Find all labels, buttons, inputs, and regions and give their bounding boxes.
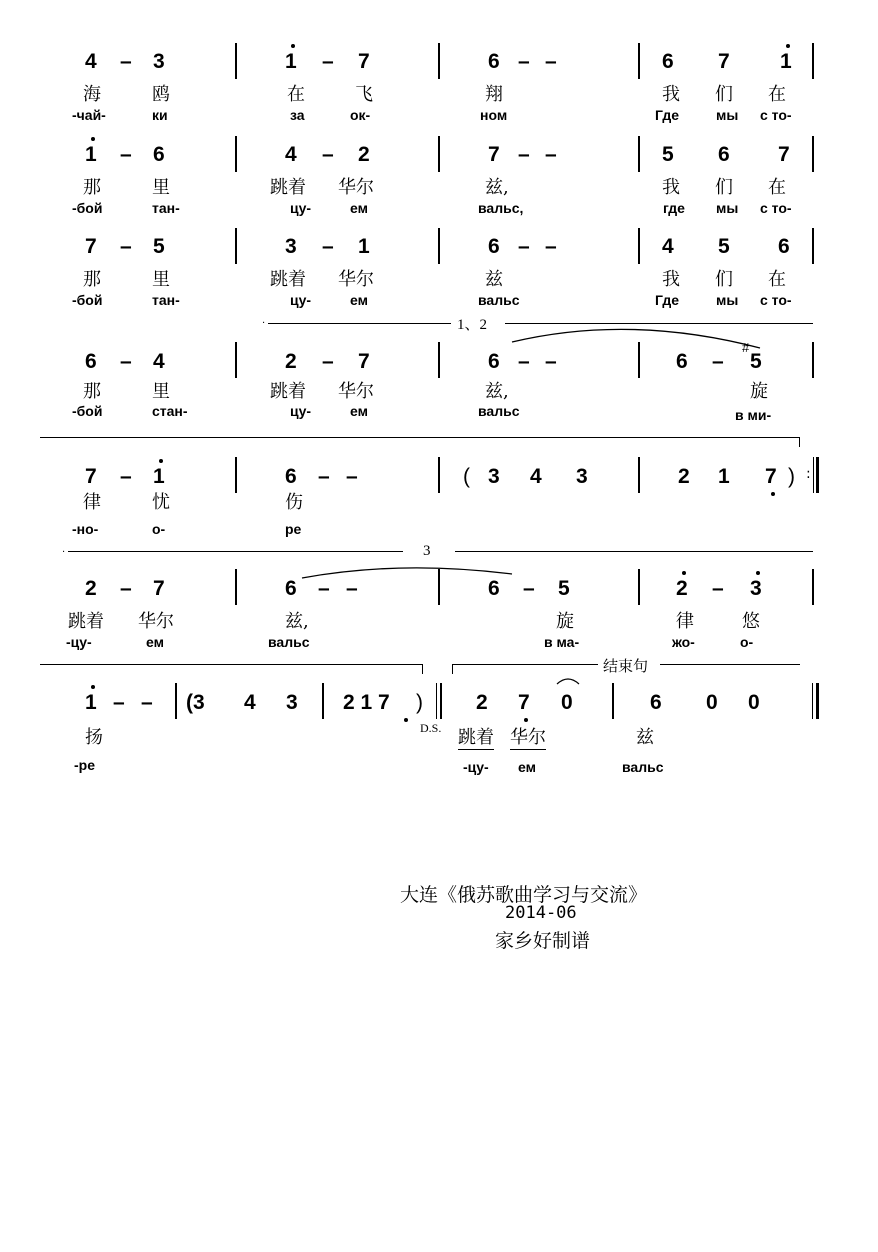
bar-line [812, 136, 814, 172]
note-dash: – [346, 577, 358, 600]
volta-label: 1、2 [457, 317, 488, 333]
lyric: 那 [83, 381, 101, 402]
bar-line [235, 457, 237, 493]
lyric: 旋 [750, 381, 768, 402]
bar-line [438, 569, 440, 605]
note: 1 [718, 465, 730, 488]
note: 7 [488, 143, 500, 166]
russian-lyric: ем [350, 200, 368, 216]
slur-arc [555, 674, 581, 686]
note-group: 2 1 7 [343, 691, 390, 714]
bar-line [812, 342, 814, 378]
bar-line [235, 136, 237, 172]
russian-lyric: жо- [672, 634, 695, 650]
russian-lyric: -но- [72, 521, 99, 537]
note-dash: – [120, 235, 132, 258]
lyric: 华尔 [338, 177, 374, 198]
bar-line [235, 342, 237, 378]
bar-line [638, 43, 640, 79]
note: 2 [358, 143, 370, 166]
lyric: 里 [152, 269, 170, 290]
russian-lyric: в ми- [735, 407, 772, 423]
high-octave-dot [291, 44, 295, 48]
lyric: 飞 [355, 84, 373, 105]
note-dash: – [712, 577, 724, 600]
lyric: 们 [715, 269, 733, 290]
note: 0 [561, 691, 573, 714]
volta-line [68, 551, 403, 552]
note: 7 [85, 465, 97, 488]
russian-lyric: цу- [290, 403, 312, 419]
note-dash: – [518, 143, 530, 166]
russian-lyric: вальс [478, 403, 520, 419]
note: 7 [85, 235, 97, 258]
note: 7 [358, 50, 370, 73]
russian-lyric: ок- [350, 107, 371, 123]
russian-lyric: -бой [72, 403, 103, 419]
bar-line [235, 228, 237, 264]
lyric: 华尔 [338, 381, 374, 402]
note: 5 [718, 235, 730, 258]
russian-lyric: ки [152, 107, 168, 123]
russian-lyric: мы [716, 292, 739, 308]
note: 0 [748, 691, 760, 714]
coda-line [660, 664, 800, 665]
bar-line [322, 683, 324, 719]
volta-mark: · [262, 318, 266, 329]
lyric: 跳着 [68, 611, 104, 632]
repeat-bar-thick [816, 457, 819, 493]
lyric: 那 [83, 177, 101, 198]
russian-lyric: цу- [290, 292, 312, 308]
bar-line [638, 136, 640, 172]
note: 7 [518, 691, 530, 714]
note: 7 [153, 577, 165, 600]
lyric: 里 [152, 177, 170, 198]
note: 5 [750, 350, 762, 373]
note-dash: – [141, 691, 153, 714]
note-dash: – [318, 465, 330, 488]
bar-line [612, 683, 614, 719]
note: 3 [153, 50, 165, 73]
russian-lyric: -цу- [66, 634, 92, 650]
lyric: 跳着 [270, 381, 306, 402]
credit-source: 大连《俄苏歌曲学习与交流》 [400, 884, 648, 906]
russian-lyric: с то- [760, 200, 792, 216]
note: 4 [244, 691, 256, 714]
high-octave-dot [91, 685, 95, 689]
coda-label: 结束句 [603, 657, 649, 675]
note-dash: – [120, 577, 132, 600]
bar-line [438, 43, 440, 79]
note: 1 [85, 143, 97, 166]
note: 2 [476, 691, 488, 714]
lyric: 兹, [285, 611, 309, 632]
note: 7 [778, 143, 790, 166]
russian-lyric: -цу- [463, 759, 489, 775]
note: 6 [488, 235, 500, 258]
note: 2 [85, 577, 97, 600]
note: 3 [285, 235, 297, 258]
volta-end-hook [799, 437, 800, 447]
volta-end-hook [422, 664, 423, 674]
note: 4 [153, 350, 165, 373]
lyric: 华尔 [138, 611, 174, 632]
double-bar-thin [436, 683, 437, 719]
bar-line [638, 457, 640, 493]
lyric: 鸥 [152, 84, 170, 105]
note-dash: – [322, 235, 334, 258]
russian-lyric: ном [480, 107, 508, 123]
note-dash: – [322, 143, 334, 166]
lyric: 跳着 [270, 177, 306, 198]
repeat-bar-thin [813, 457, 814, 493]
note: 4 [662, 235, 674, 258]
bar-line [438, 457, 440, 493]
note-dash: – [518, 235, 530, 258]
low-octave-dot [771, 492, 775, 496]
russian-lyric: ре [285, 521, 302, 537]
note: 6 [676, 350, 688, 373]
lyric: 华尔 [510, 723, 546, 750]
russian-lyric: ем [146, 634, 164, 650]
russian-lyric: тан- [152, 292, 180, 308]
bar-line [235, 43, 237, 79]
lyric: 兹, [485, 177, 509, 198]
lyric: 们 [715, 177, 733, 198]
low-octave-dot [404, 718, 408, 722]
bar-line [638, 342, 640, 378]
volta-end-line [40, 664, 422, 665]
russian-lyric: где [663, 200, 685, 216]
note-dash: – [322, 350, 334, 373]
high-octave-dot [756, 571, 760, 575]
bar-line [438, 228, 440, 264]
note: 7 [718, 50, 730, 73]
lyric: 那 [83, 269, 101, 290]
ds-marking: D.S. [420, 721, 442, 735]
note: 1 [780, 50, 792, 73]
note-dash: – [120, 143, 132, 166]
lyric: 悠 [742, 611, 760, 632]
credit-author: 家乡好制谱 [495, 930, 591, 952]
note-dash: – [518, 50, 530, 73]
russian-lyric: вальс [268, 634, 310, 650]
note: 3 [286, 691, 298, 714]
sharp-sign: # [742, 340, 750, 355]
russian-lyric: -чай- [72, 107, 106, 123]
note-dash: – [545, 50, 557, 73]
lyric: 跳着 [270, 269, 306, 290]
russian-lyric: цу- [290, 200, 312, 216]
russian-lyric: с то- [760, 292, 792, 308]
note: 4 [85, 50, 97, 73]
bar-line [438, 136, 440, 172]
lyric: 海 [83, 84, 101, 105]
low-octave-dot [524, 718, 528, 722]
russian-lyric: о- [740, 634, 754, 650]
note: 6 [718, 143, 730, 166]
slur-arc [300, 562, 520, 592]
lyric: 旋 [556, 611, 574, 632]
note: 1 [85, 691, 97, 714]
note-dash: – [545, 350, 557, 373]
note: 6 [285, 465, 297, 488]
repeat-dots: : [806, 466, 811, 482]
double-bar [440, 683, 442, 719]
note: 1 [285, 50, 297, 73]
note: 6 [778, 235, 790, 258]
bar-line [812, 228, 814, 264]
lyric: 华尔 [338, 269, 374, 290]
paren-close: ) [416, 691, 423, 714]
russian-lyric: вальс [478, 292, 520, 308]
lyric: 我 [662, 177, 680, 198]
russian-lyric: стан- [152, 403, 188, 419]
note: 5 [662, 143, 674, 166]
bar-line [812, 569, 814, 605]
note: (3 [186, 691, 205, 714]
high-octave-dot [91, 137, 95, 141]
russian-lyric: тан- [152, 200, 180, 216]
note: 1 [153, 465, 165, 488]
note: 6 [662, 50, 674, 73]
russian-lyric: вальс, [478, 200, 524, 216]
russian-lyric: мы [716, 107, 739, 123]
lyric: 我 [662, 269, 680, 290]
note: 7 [765, 465, 777, 488]
lyric: 兹 [485, 269, 503, 290]
high-octave-dot [786, 44, 790, 48]
bar-line [638, 228, 640, 264]
lyric: 跳着 [458, 723, 494, 750]
bar-line [638, 569, 640, 605]
lyric: 忧 [152, 492, 170, 513]
lyric: 在 [768, 269, 786, 290]
credit-date: 2014-06 [505, 903, 577, 923]
lyric: 律 [83, 492, 101, 513]
russian-lyric: ем [350, 403, 368, 419]
russian-lyric: за [290, 107, 305, 123]
lyric: 兹 [636, 727, 654, 748]
note-dash: – [120, 465, 132, 488]
note-dash: – [545, 235, 557, 258]
note: 7 [358, 350, 370, 373]
note-dash: – [523, 577, 535, 600]
lyric: 我 [662, 84, 680, 105]
russian-lyric: ем [518, 759, 536, 775]
volta-line [455, 551, 813, 552]
note-dash: – [120, 350, 132, 373]
lyric: 在 [768, 84, 786, 105]
note: 4 [285, 143, 297, 166]
note-dash: – [120, 50, 132, 73]
lyric: 们 [715, 84, 733, 105]
note: 1 [358, 235, 370, 258]
coda-line [452, 664, 598, 665]
paren-open: ( [463, 465, 470, 488]
note: 6 [488, 350, 500, 373]
note: 6 [650, 691, 662, 714]
final-bar-thin [812, 683, 813, 719]
note: 6 [488, 50, 500, 73]
russian-lyric: с то- [760, 107, 792, 123]
russian-lyric: Где [655, 292, 680, 308]
note: 5 [558, 577, 570, 600]
note: 6 [85, 350, 97, 373]
bar-line [438, 342, 440, 378]
bar-line [235, 569, 237, 605]
note: 4 [530, 465, 542, 488]
bar-line [812, 43, 814, 79]
note: 6 [488, 577, 500, 600]
high-octave-dot [159, 459, 163, 463]
note-dash: – [113, 691, 125, 714]
paren-close: ) [788, 465, 795, 488]
lyric: 伤 [285, 492, 303, 513]
note-dash: – [545, 143, 557, 166]
note-dash: – [322, 50, 334, 73]
final-bar-thick [816, 683, 819, 719]
note: 5 [153, 235, 165, 258]
note: 2 [676, 577, 688, 600]
russian-lyric: вальс [622, 759, 664, 775]
russian-lyric: -бой [72, 292, 103, 308]
note: 3 [488, 465, 500, 488]
note: 6 [285, 577, 297, 600]
note-dash: – [712, 350, 724, 373]
russian-lyric: -бой [72, 200, 103, 216]
lyric: 翔 [485, 84, 503, 105]
russian-lyric: Где [655, 107, 680, 123]
russian-lyric: мы [716, 200, 739, 216]
coda-start-hook [452, 664, 453, 674]
lyric: 律 [676, 611, 694, 632]
russian-lyric: ем [350, 292, 368, 308]
note: 3 [576, 465, 588, 488]
lyric: 在 [287, 84, 305, 105]
note-dash: – [346, 465, 358, 488]
high-octave-dot [682, 571, 686, 575]
volta-end-line [40, 437, 800, 438]
note: 3 [750, 577, 762, 600]
russian-lyric: -ре [74, 757, 95, 773]
note: 2 [678, 465, 690, 488]
note: 0 [706, 691, 718, 714]
note-dash: – [518, 350, 530, 373]
russian-lyric: в ма- [544, 634, 580, 650]
note-dash: – [318, 577, 330, 600]
bar-line [175, 683, 177, 719]
lyric: 在 [768, 177, 786, 198]
volta-label: 3 [423, 543, 431, 559]
volta-line [268, 323, 451, 324]
note: 2 [285, 350, 297, 373]
note: 6 [153, 143, 165, 166]
lyric: 里 [152, 381, 170, 402]
lyric: 扬 [85, 727, 103, 748]
lyric: 兹, [485, 381, 509, 402]
russian-lyric: о- [152, 521, 166, 537]
volta-mark: · [62, 547, 66, 558]
